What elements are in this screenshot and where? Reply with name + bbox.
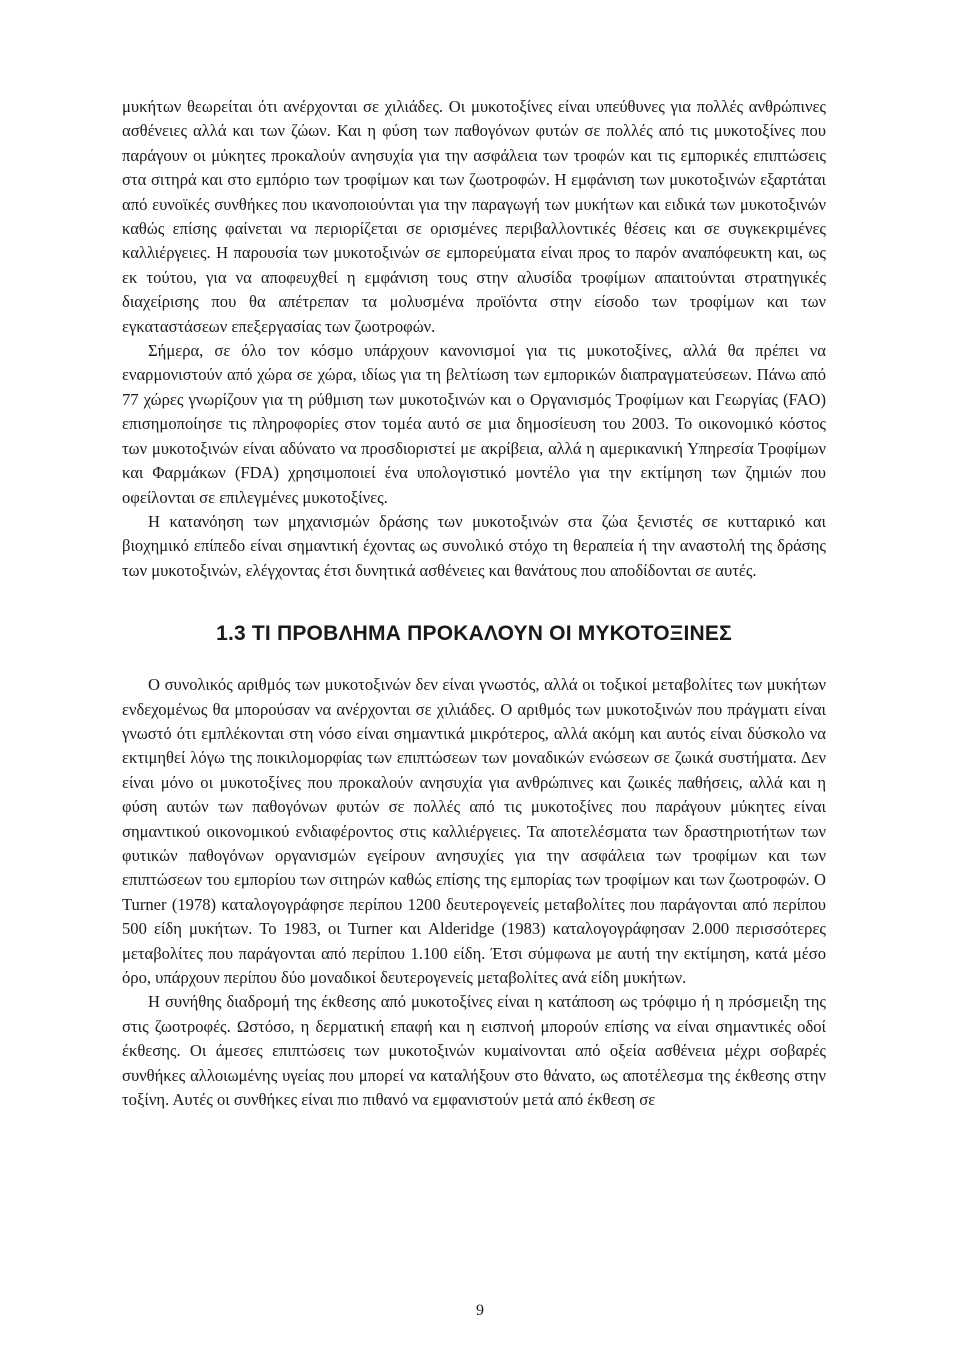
paragraph: μυκήτων θεωρείται ότι ανέρχονται σε χιλιάδες. Οι μυκοτοξίνες είναι υπεύθυνες για πολλές ανθρώπινες ασθένειες αλλά και των ζώων. Και η φύση των παθογόνων φυτών σε πολλές από τις μυκοτοξίνες που παράγουν οι μύκητες προκαλούν ανησυχία για την ασφάλεια των τροφών και τις εμπορικές επιπτώσεις στα σιτηρά και στο εμπόριο των τροφίμων και των ζωοτροφών. Η εμφάνιση των μυκοτοξινών εξαρτάται από ευνοϊκές συνθήκες που ικανοποιούνται για την παραγωγή των μυκήτων και ειδικά των μυκοτοξινών καθώς επίσης φαίνεται να περιορίζεται σε ορισμένες περιβαλλοντικές θέσεις και σε συγκεκριμένες καλλιέργειες. Η παρουσία των μυκοτοξινών σε εμπορεύματα είναι προς το παρόν αναπόφευκτη και, ως εκ τούτου, για να αποφευχθεί η εμφάνιση τους στην αλυσίδα τροφίμων απαιτούνται στρατηγικές διαχείρισης που θα απέτρεπαν τα μολυσμένα προϊόντα στην είσοδο των τροφίμων και των εγκαταστάσεων επεξεργασίας των ζωοτροφών. [122, 97, 826, 336]
page-number: 9 [476, 1302, 484, 1319]
paragraph: Η συνήθης διαδρομή της έκθεσης από μυκοτοξίνες είναι η κατάποση ως τρόφιμο ή η πρόσμειξη της στις ζωοτροφές. Ωστόσο, η δερματική επαφή και η εισπνοή μπορούν επίσης να είναι σημαντικές οδοί έκθεσης. Οι άμεσες επιπτώσεις των μυκοτοξινών κυμαίνονται από οξεία ασθένεια μέχρι σοβαρές συνθήκες αλλοιωμένης υγείας που μπορεί να καταλήξουν στο θάνατο, ως αποτέλεσμα της έκθεσης στην τοξίνη. Αυτές οι συνθήκες είναι πιο πιθανό να εμφανιστούν μετά από έκθεση σε [122, 992, 826, 1110]
page-content [122, 95, 826, 1112]
paragraph: Η κατανόηση των μηχανισμών δράσης των μυκοτοξινών στα ζώα ξενιστές σε κυτταρικό και βιοχημικό επίπεδο είναι σημαντική έχοντας ως συνολικό στόχο τη θεραπεία ή την αναστολή της δράσης των μυκοτοξινών, ελέγχοντας έτσι δυνητικά ασθένειες και θανάτους που αποδίδονται σε αυτές. [122, 511, 826, 580]
paragraph: Σήμερα, σε όλο τον κόσμο υπάρχουν κανονισμοί για τις μυκοτοξίνες, αλλά θα πρέπει να εναρμονιστούν από χώρα σε χώρα, ιδίως για τη βελτίωση των εμπορικών διαπραγματεύσεων. Πάνω από 77 χώρες γνωρίζουν για τη ρύθμιση των μυκοτοξινών και ο Οργανισμός Τροφίμων και Γεωργίας (FAO) επισημοποίησε τις πληροφορίες στον τομέα αυτό σε μια δημοσίευση του 2003. Το οικονομικό κόστος των μυκοτοξινών είναι αδύνατο να προσδιοριστεί με ακρίβεια, αλλά η αμερικανική Υπηρεσία Τροφίμων και Φαρμάκων (FDA) χρησιμοποιεί ένα υπολογιστικό μοντέλο για την εκτίμηση των ζημιών που οφείλονται σε επιλεγμένες μυκοτοξίνες. [122, 341, 826, 507]
paragraph: Ο συνολικός αριθμός των μυκοτοξινών δεν είναι γνωστός, αλλά οι τοξικοί μεταβολίτες των μυκήτων ενδεχομένως θα μπορούσαν να ανέρχονται σε χιλιάδες. Ο αριθμός των μυκοτοξινών που πράγματι είναι γνωστό ότι εμπλέκονται στη νόσο είναι σημαντικά μικρότερος, αλλά ακόμη και αυτός είναι δύσκολο να εκτιμηθεί λόγω της ποικιλομορφίας των επιπτώσεων των μοναδικών ενώσεων σε ζωικά συστήματα. Δεν είναι μόνο οι μυκοτοξίνες που προκαλούν ανησυχία για ανθρώπινες και ζωικές παθήσεις, αλλά και η φύση αυτών των παθογόνων φυτών σε πολλές από τις μυκοτοξίνες που παράγουν μύκητες είναι σημαντικού οικονομικού ενδιαφέροντος στις καλλιέργειες. Τα αποτελέσματα των δραστηριοτήτων των φυτικών παθογόνων οργανισμών εγείρουν ανησυχίες για την ασφάλεια των τροφίμων και των επιπτώσεων του εμπορίου των σιτηρών καθώς επίσης της εμπορίας των τροφίμων και των ζωοτροφών. Ο Turner (1978) καταλογογράφησε περίπου 1200 δευτερογενείς μεταβολίτες που παράγονται από περίπου 500 είδη μυκήτων. Το 1983, οι Turner και Alderidge (1983) καταλογογράφησαν 2.000 περισσότερες μεταβολίτες που παράγονται από περίπου 1.100 είδη. Έτσι σύμφωνα με αυτή την εκτίμηση, κατά μέσο όρο, υπάρχουν περίπου δύο μοναδικοί δευτερογενείς μεταβολίτες ανά είδη μυκήτων. [122, 675, 826, 987]
section-heading: 1.3 ΤΙ ΠΡΟΒΛΗΜΑ ΠΡΟΚΑΛΟΥΝ ΟΙ ΜΥΚΟΤΟΞΙΝΕΣ [216, 622, 732, 646]
